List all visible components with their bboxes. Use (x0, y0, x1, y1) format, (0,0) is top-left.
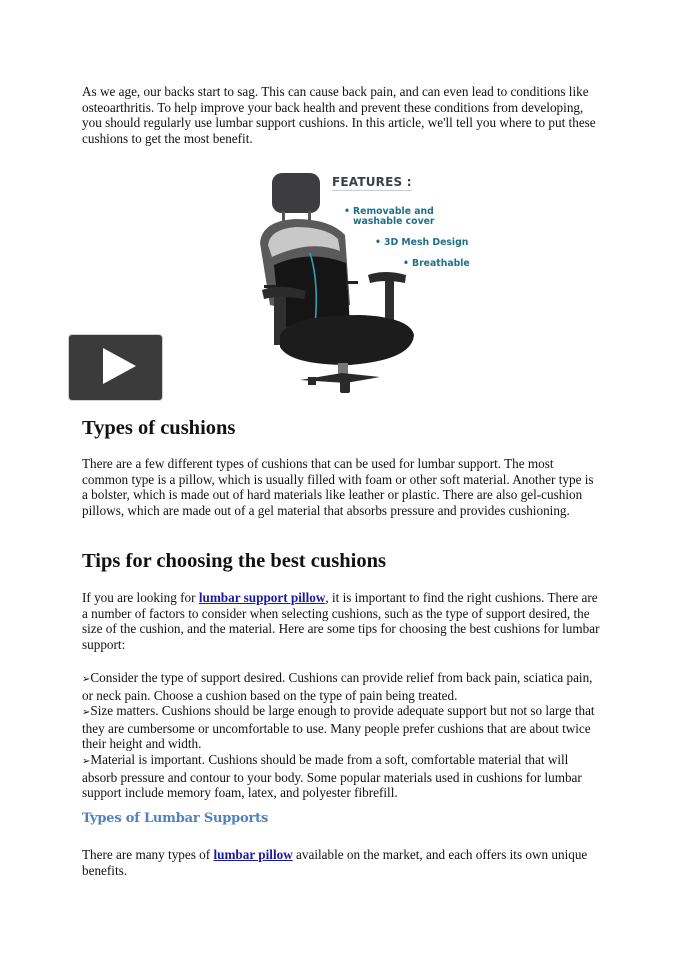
lumbar-text: There are many types of (82, 847, 214, 862)
tips-intro-paragraph (82, 590, 602, 652)
arrow-bullet-icon: ➢ (82, 755, 91, 767)
office-chair-illustration (250, 165, 480, 400)
play-icon (103, 348, 136, 384)
heading-tips-for-choosing: Tips for choosing the best cushions (82, 550, 386, 572)
tip-item (82, 703, 602, 752)
feature-item: • 3D Mesh Design (384, 238, 468, 248)
feature-item: • Removable and washable cover (353, 207, 443, 227)
heading-types-of-lumbar-supports: Types of Lumbar Supports (82, 811, 269, 826)
lumbar-text-cont: available on the market, and each offers its own unique benefits. (82, 847, 588, 878)
video-play-button[interactable] (67, 333, 165, 403)
tip-text: Size matters. Cushions should be large enough to provide adequate support but not so large that they are cumbersome or uncomfortable to use. Many people prefer cushions that are about twice their height and width. (82, 703, 595, 752)
tip-text: Consider the type of support desired. Cushions can provide relief from back pain, sciatica pain, or neck pain. Choose a cushion based on the type of pain being treated. (82, 670, 593, 703)
tips-intro-text: If you are looking for (82, 590, 199, 605)
arrow-bullet-icon: ➢ (82, 707, 91, 719)
heading-types-of-cushions: Types of cushions (82, 417, 236, 439)
tips-list (82, 670, 602, 801)
tips-intro-text-cont: , it is important to find the right cushions. There are a number of factors to consider when selecting cushions, such as the type of support desired, the size of the cushion, and the material. Here are some tips for choosing the best cushions for lumbar support: (82, 590, 600, 652)
tip-text: Material is important. Cushions should be made from a soft, comfortable material that will absorb pressure and contour to your body. Some popular materials used in cushions for lumbar support include memory foam, latex, and polyester fibrefill. (82, 751, 582, 801)
lumbar-supports-paragraph (82, 847, 602, 878)
features-title: FEATURES : (332, 175, 412, 189)
tip-item (82, 752, 602, 801)
tip-item (82, 670, 602, 703)
arrow-bullet-icon: ➢ (82, 674, 91, 685)
types-of-cushions-paragraph: There are a few different types of cushions that can be used for lumbar support. The most common type is a pillow, which is usually filled with foam or other soft material. Another type is a bolster, which is made out of hard materials like leather or plastic. There are also gel-cushion pillows, which are made out of a gel material that absorbs pressure and provides cushioning. (82, 456, 594, 518)
lumbar-support-pillow-link[interactable]: lumbar support pillow (198, 590, 326, 605)
feature-item: • Breathable (412, 259, 470, 269)
lumbar-pillow-link[interactable]: lumbar pillow (213, 847, 293, 862)
intro-paragraph: As we age, our backs start to sag. This can cause back pain, and can even lead to conditions like osteoarthritis. To help improve your back health and prevent these conditions from developing, you should regularly use lumbar support cushions. In this article, we'll tell you where to put these cushions to get the most benefit. (82, 84, 596, 146)
chair-features-image (250, 165, 480, 400)
